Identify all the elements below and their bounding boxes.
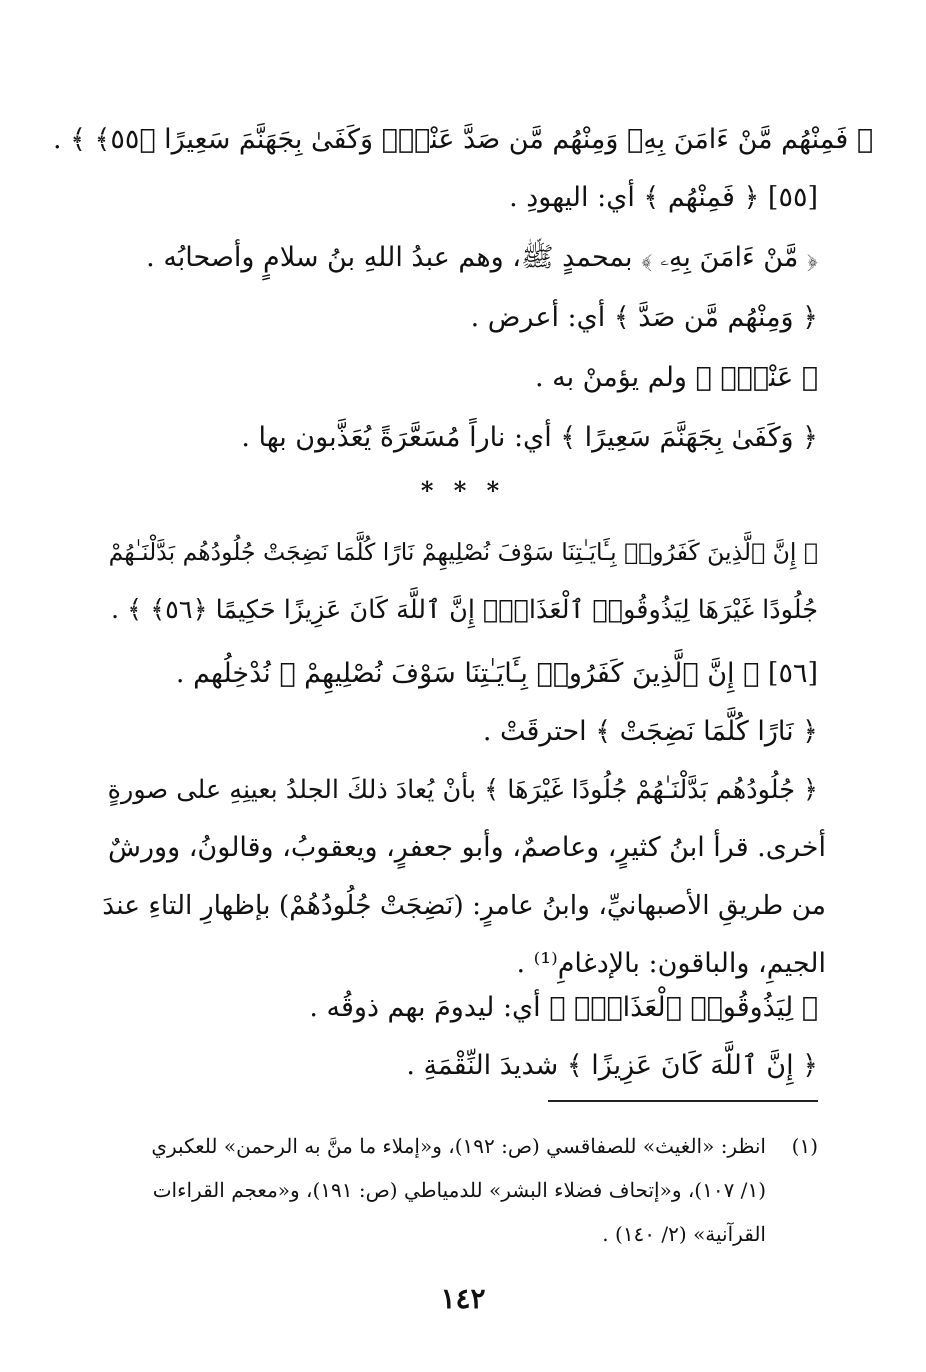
tafsir-line: ﴿ وَمِنْهُم مَّن صَدَّ ﴾ أي: أعرض . [470,302,818,333]
footnote-line: القرآنية» (٢/ ١٤٠) . [602,1222,766,1246]
quran-verse-56-line2: جُلُودًا غَيْرَهَا لِيَذُوقُوا۟ ٱلْعَذَابَۗ إِنَّ ٱللَّهَ كَانَ عَزِيزًا حَكِيمًا ﴿٥٦﴾ ﴾ . [110,595,818,625]
quran-verse-56-line1: ﴿ إِنَّ ٱلَّذِينَ كَفَرُوا۟ بِـَٔايَـٰتِنَا سَوْفَ نُصْلِيهِمْ نَارًا كُلَّمَا نَضِجَتْ جُلُودُهُم بَدَّلْنَـٰهُمْ [108,538,818,566]
tafsir-paragraph-line: الجيمِ، والباقون: بالإدغامِ⁽¹⁾ . [516,948,826,979]
footnote-line: (١/ ١٠٧)، و«إتحاف فضلاء البشر» للدمياطي (ص: ١٩١)، و«معجم القراءات [152,1178,766,1202]
quran-verse-55: ﴿ فَمِنْهُم مَّنْ ءَامَنَ بِهِۦ وَمِنْهُم مَّن صَدَّ عَنْهُۚ وَكَفَىٰ بِجَهَنَّمَ سَعِيرًا ﴿٥٥﴾ ﴾ . [52,124,874,155]
tafsir-line: ﴿ وَكَفَىٰ بِجَهَنَّمَ سَعِيرًا ﴾ أي: ناراً مُسَعَّرَةً يُعَذَّبون بها . [241,422,818,453]
tafsir-line: [٥٥] ﴿ فَمِنْهُم ﴾ أي: اليهودِ . [509,182,818,213]
tafsir-line: ﴿ مَّنْ ءَامَنَ بِهِۦ ﴾ بمحمدٍ ﷺ، وهم عبدُ اللهِ بنُ سلامٍ وأصحابُه . [146,242,818,273]
footnote-divider [548,1100,818,1102]
tafsir-line: ﴿ نَارًا كُلَّمَا نَضِجَتْ ﴾ احترقَتْ . [482,716,818,747]
tafsir-paragraph-line: ﴿ جُلُودُهُم بَدَّلْنَـٰهُمْ جُلُودًا غَيْرَهَا ﴾ بأنْ يُعادَ ذلكَ الجلدُ بعينِهِ على صورةٍ [107,775,818,805]
section-separator: * * * [420,476,506,505]
page-number: ١٤٢ [440,1282,486,1315]
tafsir-paragraph-line: أخرى. قرأ ابنُ كثيرٍ، وعاصمٌ، وأبو جعفرٍ، ويعقوبُ، وقالونُ، وورشٌ [108,832,826,863]
footnote-number: (١) [791,1134,818,1158]
tafsir-line: [٥٦] ﴿ إِنَّ ٱلَّذِينَ كَفَرُوا۟ بِـَٔايَـٰتِنَا سَوْفَ نُصْلِيهِمْ ﴾ نُدْخِلُهم . [175,658,818,689]
footnote-line: انظر: «الغيث» للصفاقسي (ص: ١٩٢)، و«إملاء ما منَّ به الرحمن» للعكبري [151,1134,766,1158]
tafsir-line: ﴿ عَنْهُۚ ﴾ ولم يؤمنْ به . [534,362,818,393]
tafsir-paragraph-line: من طريقِ الأصبهانيِّ، وابنُ عامرٍ: (نَضِجَتْ جُلُودُهُمْ) بإظهارِ التاءِ عندَ [102,890,826,921]
tafsir-line: ﴿ إِنَّ ٱللَّهَ كَانَ عَزِيزًا ﴾ شديدَ النِّقْمَةِ . [406,1050,818,1081]
tafsir-line: ﴿ لِيَذُوقُوا۟ ٱلْعَذَابَۗ ﴾ أي: ليدومَ بهم ذوقُه . [309,992,818,1023]
